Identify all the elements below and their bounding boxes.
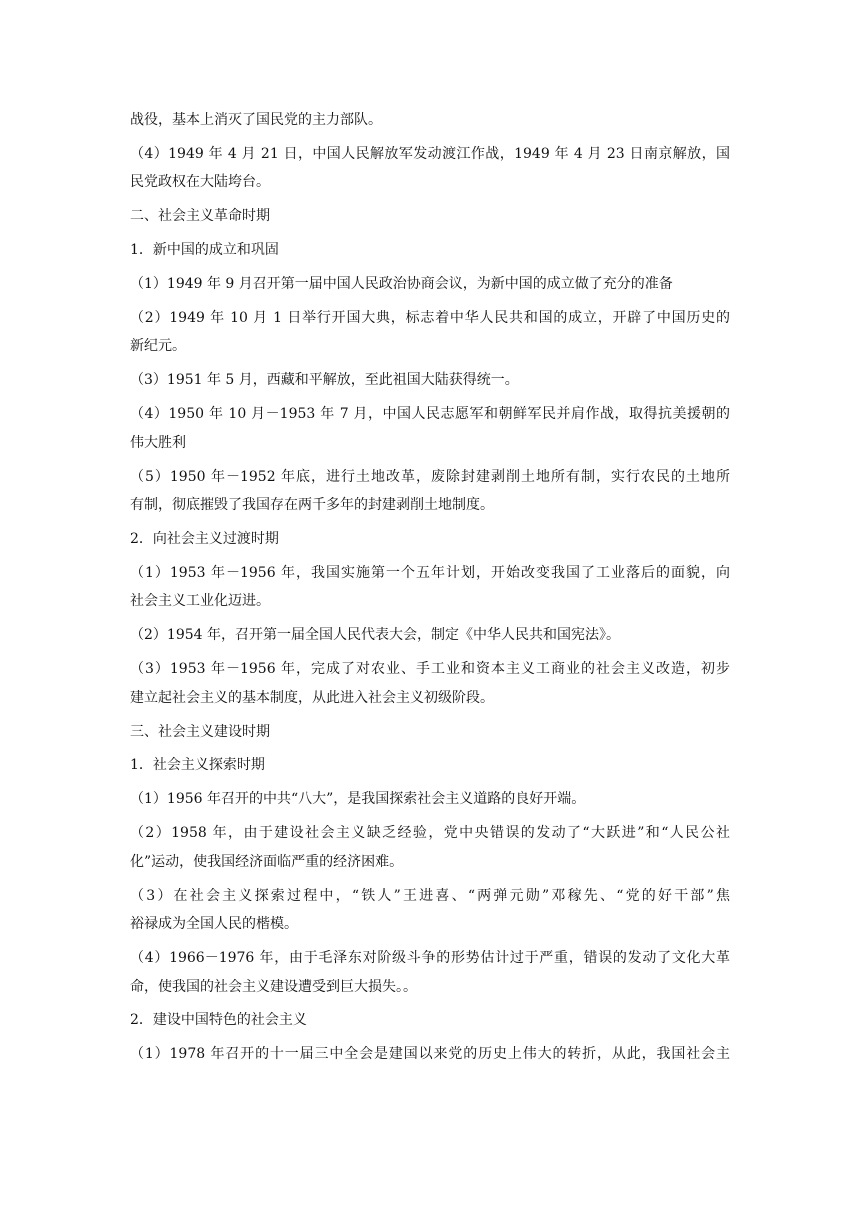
text-line: 2．建设中国特色的社会主义	[130, 1012, 307, 1029]
text-line: 伟大胜利	[130, 434, 186, 451]
text-line: （2）1958 年，由于建设社会主义缺乏经验，党中央错误的发动了“大跃进”和“人民公社	[130, 825, 730, 842]
text-line: 有制，彻底摧毁了我国存在两千多年的封建剥削土地制度。	[130, 497, 494, 514]
text-line: 裕禄成为全国人民的楷模。	[130, 916, 298, 933]
text-line: 命，使我国的社会主义建设遭受到巨大损失。。	[130, 978, 417, 995]
text-line: 社会主义工业化迈进。	[130, 593, 270, 610]
document-page	[130, 106, 730, 1069]
text-line: 二、社会主义革命时期	[130, 208, 270, 225]
document-body	[130, 106, 730, 1069]
text-line: 1．社会主义探索时期	[130, 757, 265, 774]
text-line: （2）1949 年 10 月 1 日举行开国大典，标志着中华人民共和国的成立，开辟了中国历史的	[130, 309, 730, 326]
text-line: （4）1950 年 10 月－1953 年 7 月，中国人民志愿军和朝鲜军民并肩作战，取得抗美援朝的	[130, 406, 730, 423]
text-line: 新纪元。	[130, 338, 186, 355]
text-line: （2）1954 年，召开第一届全国人民代表大会，制定《中华人民共和国宪法》。	[130, 627, 620, 644]
text-line: （1）1956 年召开的中共“八大”，是我国探索社会主义道路的良好开端。	[130, 791, 586, 808]
text-line: 战役，基本上消灭了国民党的主力部队。	[130, 112, 382, 128]
text-line: （4）1966－1976 年，由于毛泽东对阶级斗争的形势估计过于严重，错误的发动了文化大革	[130, 950, 730, 967]
text-line: 化”运动，使我国经济面临严重的经济困难。	[130, 853, 404, 870]
text-line: （4）1949 年 4 月 21 日，中国人民解放军发动渡江作战，1949 年 4 月 23 日南京解放，国	[130, 145, 730, 162]
text-line: （1）1978 年召开的十一届三中全会是建国以来党的历史上伟大的转折，从此，我国社会主	[130, 1046, 730, 1063]
text-line: 民党政权在大陆垮台。	[130, 174, 270, 191]
text-line: 2．向社会主义过渡时期	[130, 531, 279, 548]
text-line: 1．新中国的成立和巩固	[130, 242, 279, 259]
text-line: 建立起社会主义的基本制度，从此进入社会主义初级阶段。	[130, 689, 494, 706]
text-line: （1）1953 年－1956 年，我国实施第一个五年计划，开始改变我国了工业落后的面貌，向	[130, 564, 730, 581]
text-line: （3）1951 年 5 月，西藏和平解放，至此祖国大陆获得统一。	[130, 372, 519, 389]
text-line: （3）1953 年－1956 年，完成了对农业、手工业和资本主义工商业的社会主义改造，初步	[130, 661, 730, 678]
text-line: （1）1949 年 9 月召开第一届中国人民政治协商会议，为新中国的成立做了充分的准备	[130, 276, 673, 293]
text-line: 三、社会主义建设时期	[130, 723, 270, 740]
text-line: （5）1950 年－1952 年底，进行土地改革，废除封建剥削土地所有制，实行农民的土地所	[130, 468, 730, 485]
text-line: （3）在社会主义探索过程中，“铁人”王进喜、“两弹元勋”邓稼先、“党的好干部”焦	[130, 887, 730, 904]
